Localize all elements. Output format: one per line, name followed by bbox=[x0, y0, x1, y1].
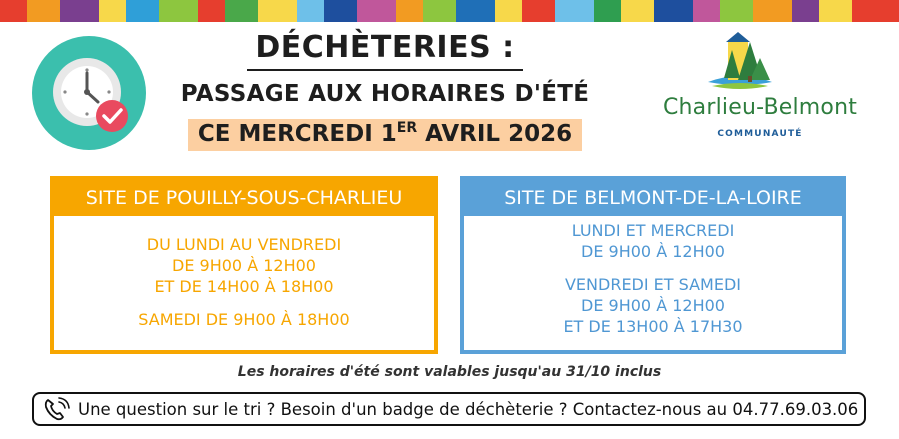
stripe-segment bbox=[60, 0, 99, 22]
stripe-segment bbox=[621, 0, 654, 22]
stripe-segment bbox=[324, 0, 357, 22]
stripe-segment bbox=[456, 0, 495, 22]
schedule-line: VENDREDI ET SAMEDI bbox=[564, 275, 741, 294]
schedule-line: LUNDI ET MERCREDI bbox=[571, 221, 735, 240]
schedule-line: ET DE 13H00 À 17H30 bbox=[563, 317, 743, 336]
schedule-line: DU LUNDI AU VENDREDI bbox=[146, 235, 342, 254]
clock-icon bbox=[32, 36, 146, 150]
stripe-segment bbox=[852, 0, 899, 22]
schedule-line: DE 9H00 À 12H00 bbox=[581, 296, 725, 315]
stripe-segment bbox=[258, 0, 297, 22]
stripe-segment bbox=[0, 0, 27, 22]
stripe-segment bbox=[225, 0, 258, 22]
date-superscript: ER bbox=[396, 120, 418, 136]
decorative-stripe-bar bbox=[0, 0, 899, 22]
stripe-segment bbox=[396, 0, 423, 22]
title-block bbox=[150, 28, 620, 151]
stripe-segment bbox=[297, 0, 324, 22]
site-belmont-title: SITE DE BELMONT-DE-LA-LOIRE bbox=[464, 180, 842, 216]
stripe-segment bbox=[819, 0, 852, 22]
stripe-segment bbox=[522, 0, 555, 22]
stripe-segment bbox=[555, 0, 594, 22]
date-suffix: AVRIL 2026 bbox=[417, 121, 573, 147]
checkmark-icon bbox=[96, 100, 128, 132]
stripe-segment bbox=[198, 0, 225, 22]
stripe-segment bbox=[792, 0, 819, 22]
stripe-segment bbox=[357, 0, 396, 22]
contact-bar bbox=[32, 392, 866, 426]
stripe-segment bbox=[753, 0, 792, 22]
stripe-segment bbox=[720, 0, 753, 22]
site-belmont-card bbox=[460, 176, 846, 354]
schedule-line: DE 9H00 À 12H00 bbox=[581, 242, 725, 261]
logo-subtitle: COMMUNAUTÉ bbox=[717, 129, 803, 139]
site-pouilly-title: SITE DE POUILLY-SOUS-CHARLIEU bbox=[54, 180, 434, 216]
site-pouilly-schedule bbox=[54, 216, 434, 330]
stripe-segment bbox=[693, 0, 720, 22]
stripe-segment bbox=[126, 0, 159, 22]
site-belmont-schedule bbox=[464, 216, 842, 337]
schedule-line: DE 9H00 À 12H00 bbox=[172, 256, 316, 275]
page-title: DÉCHÈTERIES : bbox=[247, 28, 522, 71]
date-prefix: CE MERCREDI 1 bbox=[197, 121, 397, 147]
page-subtitle: PASSAGE AUX HORAIRES D'ÉTÉ bbox=[180, 81, 590, 107]
schedule-line: SAMEDI DE 9H00 À 18H00 bbox=[138, 310, 350, 329]
stripe-segment bbox=[495, 0, 522, 22]
stripe-segment bbox=[159, 0, 198, 22]
logo-name: Charlieu-Belmont bbox=[662, 95, 858, 120]
stripe-segment bbox=[27, 0, 60, 22]
schedule-line: ET DE 14H00 À 18H00 bbox=[154, 277, 334, 296]
stripe-segment bbox=[99, 0, 126, 22]
phone-icon bbox=[42, 396, 72, 422]
date-banner bbox=[188, 119, 582, 151]
stripe-segment bbox=[654, 0, 693, 22]
stripe-segment bbox=[594, 0, 621, 22]
validity-note: Les horaires d'été sont valables jusqu'au 31/10 inclus bbox=[237, 364, 662, 380]
site-pouilly-card bbox=[50, 176, 438, 354]
contact-text: Une question sur le tri ? Besoin d'un badge de déchèterie ? Contactez-nous au 04.77.69.03.06 bbox=[78, 399, 859, 419]
stripe-segment bbox=[423, 0, 456, 22]
